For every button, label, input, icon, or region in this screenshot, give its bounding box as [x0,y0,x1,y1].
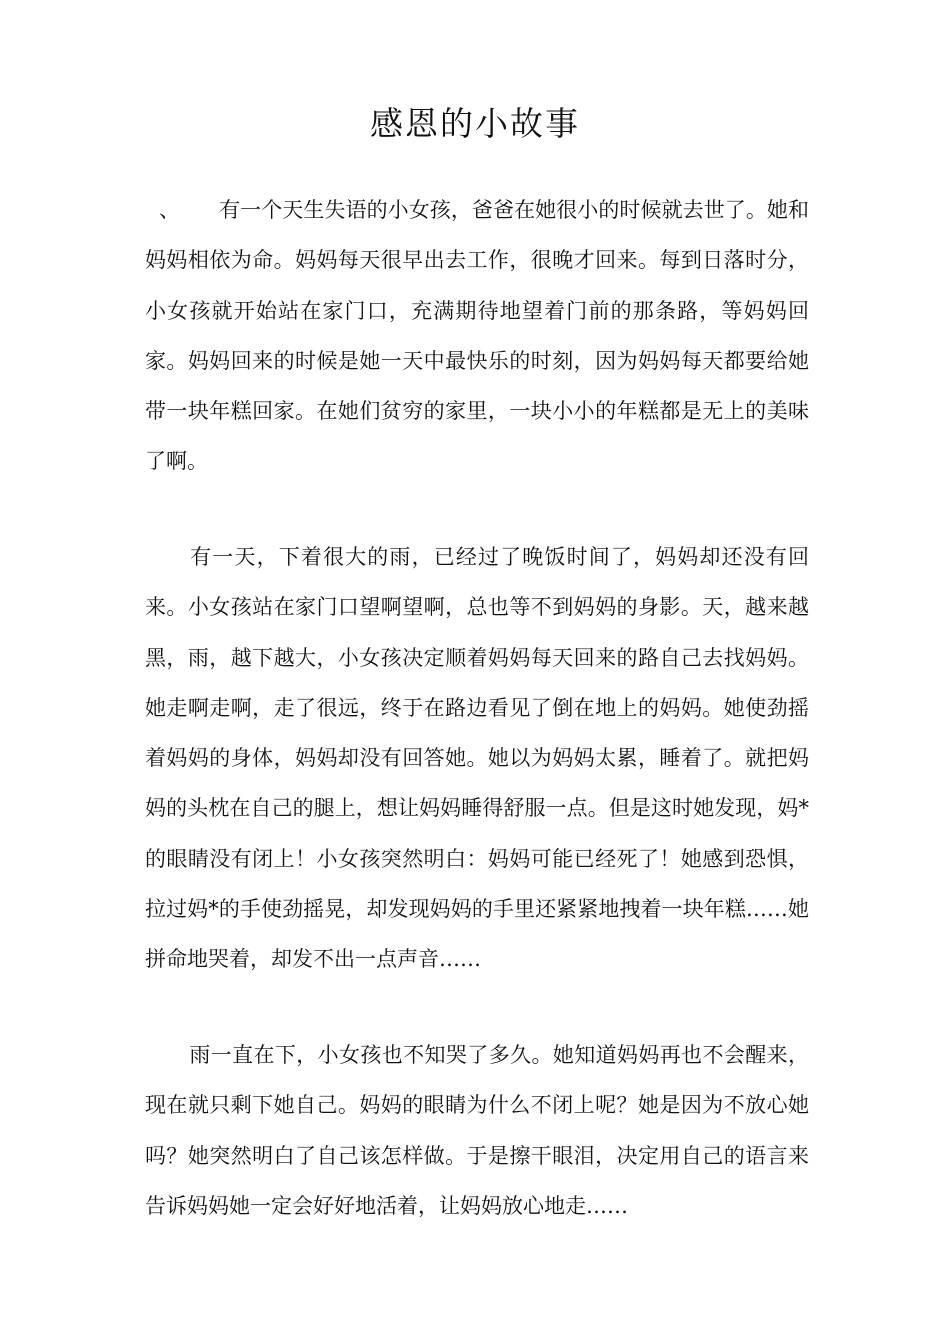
paragraph-1 [145,185,809,487]
paragraph-3 [145,1030,809,1231]
paragraph-2-text: 有一天，下着很大的雨，已经过了晚饭时间了，妈妈却还没有回来。小女孩站在家门口望啊望啊，总也等不到妈妈的身影。天，越来越黑，雨，越下越大，小女孩决定顺着妈妈每天回来的路自己去找妈妈。她走啊走啊，走了很远，终于在路边看见了倒在地上的妈妈。她使劲摇着妈妈的身体，妈妈却没有回答她。她以为妈妈太累，睡着了。就把妈妈的头枕在自己的腿上，想让妈妈睡得舒服一点。但是这时她发现，妈*的眼睛没有闭上！小女孩突然明白：妈妈可能已经死了！她感到恐惧，拉过妈*的手使劲摇晃，却发现妈妈的手里还紧紧地拽着一块年糕……她拼命地哭着，却发不出一点声音…… [145,545,809,972]
paragraph-3-text: 雨一直在下，小女孩也不知哭了多久。她知道妈妈再也不会醒来，现在就只剩下她自己。妈妈的眼睛为什么不闭上呢？她是因为不放心她吗？她突然明白了自己该怎样做。于是擦干眼泪，决定用自己的语言来告诉妈妈她一定会好好地活着，让妈妈放心地走…… [145,1043,809,1218]
list-marker: 、 [159,198,180,222]
document-title: 感恩的小故事 [370,104,580,143]
paragraph-1-text: 有一个天生失语的小女孩，爸爸在她很小的时候就去世了。她和妈妈相依为命。妈妈每天很早出去工作，很晚才回来。每到日落时分，小女孩就开始站在家门口，充满期待地望着门前的那条路，等妈妈回家。妈妈回来的时候是她一天中最快乐的时刻，因为妈妈每天都要给她带一块年糕回家。在她们贫穷的家里，一块小小的年糕都是无上的美味了啊。 [145,198,809,474]
paragraph-2 [145,532,809,985]
